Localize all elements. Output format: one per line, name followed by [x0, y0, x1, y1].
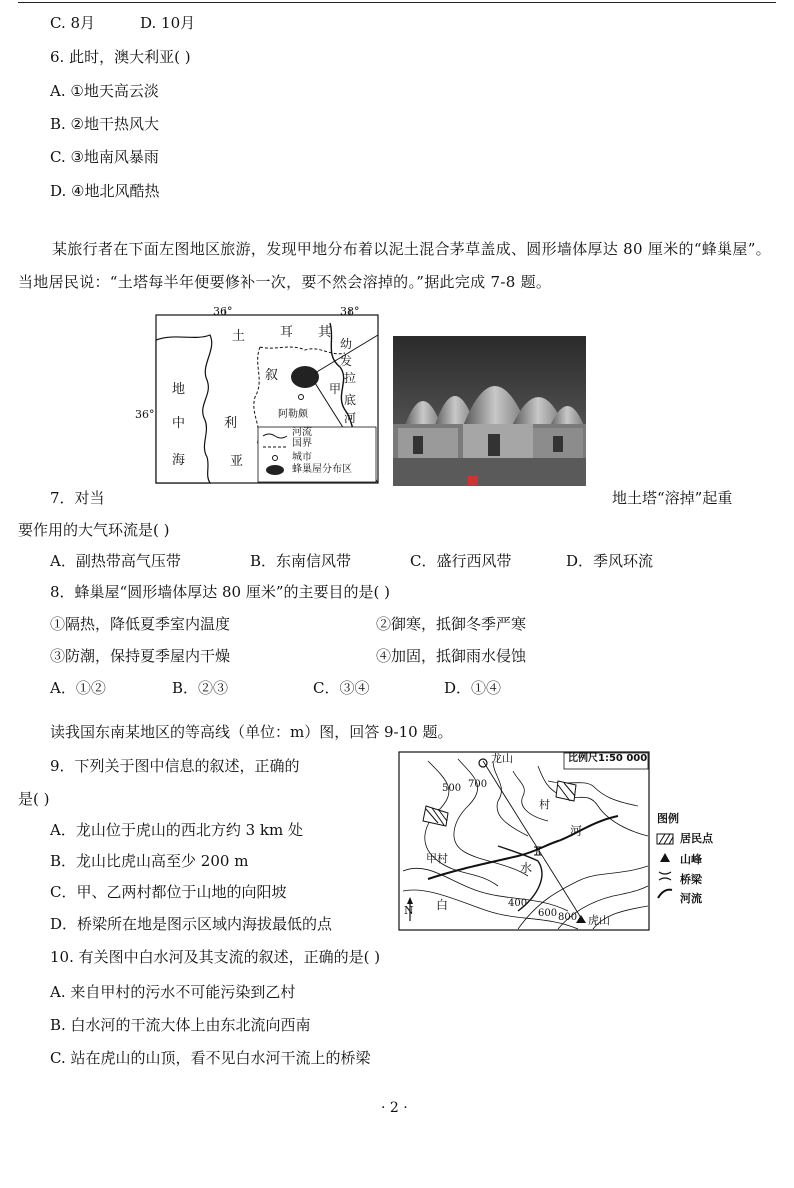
- q6-option-a: A. ①地天高云淡: [50, 82, 159, 100]
- q8-option-b: B．②③: [172, 679, 229, 697]
- map1-river-3: 拉: [344, 371, 357, 385]
- q9-option-a: A．龙山位于虎山的西北方约 3 km 处: [50, 821, 303, 839]
- q7-option-d: D．季风环流: [566, 552, 654, 570]
- map2-river-bai: 白: [436, 898, 449, 912]
- q10-option-a: A. 来自甲村的污水不可能污染到乙村: [50, 983, 296, 1001]
- map1-sea-3: 海: [172, 453, 186, 468]
- q9-stem-line2: 是( ): [18, 790, 50, 808]
- map1-syria-2: 利: [224, 416, 238, 431]
- map2-north: N: [404, 904, 414, 917]
- beehive-house-photo: [393, 336, 586, 486]
- map1-lon-left: 36°: [213, 305, 233, 318]
- q9-option-d: D．桥梁所在地是图示区域内海拔最低的点: [50, 915, 333, 933]
- map1-river-5: 河: [344, 411, 357, 425]
- map2-village-jia: 甲村: [426, 852, 448, 865]
- map1-lat-left: 36°: [135, 408, 155, 421]
- map2-legend-title: 图例: [657, 812, 679, 825]
- map1-city: 阿勒颇: [278, 409, 308, 420]
- q7-stem-right: 地土塔“溶掉”起重: [612, 489, 733, 507]
- map2-contour-800: 800: [558, 912, 578, 923]
- map1-legend-river: 河流: [292, 427, 312, 438]
- q10-option-b: B. 白水河的干流大体上由东北流向西南: [50, 1016, 311, 1034]
- map2-contour-400: 400: [508, 898, 528, 909]
- passage-7-8: 某旅行者在下面左图地区旅游，发现甲地分布着以泥土混合茅草盖成、圆形墙体厚达 80 厘米的“蜂巢屋”。当地居民说：“土塔每半年便要修补一次，要不然会溶掉的。”据此完成 7-8 题。: [18, 240, 771, 291]
- q5-option-d: D. 10月: [140, 14, 196, 32]
- map2-legend-river: 河流: [680, 892, 702, 905]
- q7-stem-line2: 要作用的大气环流是( ): [18, 521, 170, 539]
- map1-river-2: 发: [340, 354, 353, 368]
- q7-option-c: C．盛行西风带: [410, 552, 512, 570]
- map2-legend-bridge: 桥梁: [680, 873, 702, 886]
- q7-option-b: B．东南信风带: [250, 552, 352, 570]
- map2-river-shui: 水: [520, 861, 533, 875]
- map1-syria-3: 亚: [230, 454, 244, 469]
- q6-stem: 6. 此时，澳大利亚( ): [50, 48, 191, 66]
- q6-option-c: C. ③地南风暴雨: [50, 148, 159, 166]
- map2-river-he: 河: [570, 824, 583, 838]
- q10-stem: 10. 有关图中白水河及其支流的叙述，正确的是( ): [50, 948, 381, 966]
- map1-legend-beehive: 蜂巢屋分布区: [292, 464, 352, 475]
- q8-option-d: D．①④: [444, 679, 502, 697]
- map1-syria: 叙: [265, 368, 279, 383]
- map1-sea-2: 中: [172, 416, 186, 431]
- map2-legend-symbols: [656, 832, 682, 904]
- q8-option-a: A．①②: [50, 679, 106, 697]
- map1-jia: 甲: [329, 382, 342, 396]
- map2-contour-700: 700: [468, 779, 488, 790]
- q8-stem: 8．蜂巢屋“圆形墙体厚达 80 厘米”的主要目的是( ): [50, 583, 390, 601]
- header-rule: [18, 2, 776, 3]
- q8-statement-4: ④加固，抵御雨水侵蚀: [376, 647, 527, 665]
- page-number: · 2 ·: [381, 1100, 408, 1116]
- q8-statement-2: ②御寒，抵御冬季严寒: [376, 615, 527, 633]
- map1-turkey-3: 其: [318, 325, 332, 340]
- map1-sea-1: 地: [172, 382, 186, 397]
- q7-stem-left: 7．对当: [50, 489, 105, 507]
- q7-option-a: A．副热带高气压带: [50, 552, 181, 570]
- q9-option-c: C．甲、乙两村都位于山地的向阳坡: [50, 883, 287, 901]
- q10-option-c: C. 站在虎山的山顶，看不见白水河干流上的桥梁: [50, 1049, 371, 1067]
- q9-stem-line1: 9．下列关于图中信息的叙述，正确的: [50, 757, 300, 775]
- q9-option-b: B．龙山比虎山高至少 200 m: [50, 852, 249, 870]
- map1-river-4: 底: [344, 393, 357, 407]
- q6-option-d: D. ④地北风酷热: [50, 182, 160, 200]
- map1-legend-border: 国界: [292, 438, 312, 449]
- map1-river-1: 幼: [340, 337, 353, 351]
- q8-statement-3: ③防潮，保持夏季屋内干燥: [50, 647, 231, 665]
- q5-option-c: C. 8月: [50, 14, 96, 32]
- q6-option-b: B. ②地干热风大: [50, 115, 160, 133]
- map1-turkey-2: 耳: [280, 325, 294, 340]
- map2-peak-longshan: 龙山: [491, 752, 513, 765]
- map2-legend-village: 居民点: [680, 832, 713, 845]
- q8-statement-1: ①隔热，降低夏季室内温度: [50, 615, 231, 633]
- intro-9-10: 读我国东南某地区的等高线（单位：m）图，回答 9-10 题。: [50, 723, 453, 741]
- map2-contour-600: 600: [538, 908, 558, 919]
- map1-lon-right: 38°: [340, 305, 360, 318]
- map2-village-yi: 村: [539, 798, 550, 811]
- map2-contour-500: 500: [442, 783, 462, 794]
- map2-peak-hushan: 虎山: [588, 914, 610, 927]
- q8-option-c: C．③④: [313, 679, 370, 697]
- map1-legend-city: 城市: [292, 452, 312, 463]
- map1-turkey-1: 土: [232, 329, 246, 344]
- map2-legend-peak: 山峰: [680, 853, 702, 866]
- map2-scale: 比例尺1:50 000: [568, 753, 648, 764]
